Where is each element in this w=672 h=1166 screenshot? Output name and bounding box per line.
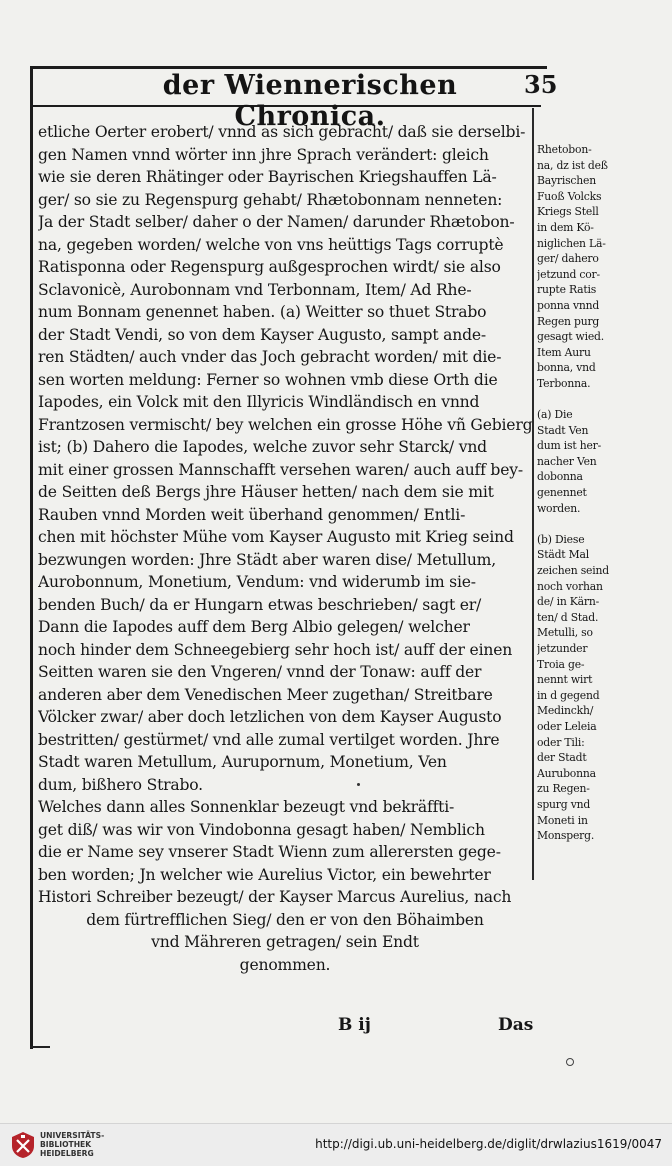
text-line: Histori Schreiber bezeugt/ der Kayser Marcus Aurelius, nach: [38, 888, 512, 906]
text-line: die er Name sey vnserer Stadt Wienn zum allerersten gege-: [38, 843, 501, 861]
margin-note-line: dobonna: [537, 470, 583, 484]
marginal-notes: [537, 142, 619, 844]
university-library-logo-icon: [10, 1131, 36, 1159]
margin-note-line: in dem Kö-: [537, 220, 594, 234]
text-line: der Stadt Vendi, so von dem Kayser Augusto, sampt ande-: [38, 325, 486, 344]
text-line: ger/ so sie zu Regenspurg gehabt/ Rhætobonnam nenneten:: [38, 190, 503, 209]
logo-line-1: UNIVERSITÄTS-: [40, 1131, 105, 1140]
text-line: vnd Mähreren getragen/ sein Endt: [151, 933, 419, 951]
margin-note-line: Fuoß Volcks: [537, 189, 602, 203]
library-logo-text: [40, 1131, 104, 1159]
margin-note-line: oder Tili:: [537, 735, 585, 749]
ink-speck: [566, 1058, 574, 1066]
margin-note-line: Bayrischen: [537, 174, 596, 188]
text-line: num Bonnam genennet haben. (a) Weitter so thuet Strabo: [38, 303, 487, 321]
logo-line-3: HEIDELBERG: [40, 1149, 94, 1159]
margin-note-line: zu Regen-: [537, 782, 590, 796]
text-line: gen Namen vnnd wörter inn jhre Sprach verändert: gleich: [38, 145, 489, 164]
text-line: etliche Oerter erobert/ vnnd as sich gebracht/ daß sie derselbi-: [38, 123, 526, 141]
text-line: Ratisponna oder Regenspurg außgesprochen wirdt/ sie also: [38, 258, 501, 276]
text-line: Welches dann alles Sonnenklar bezeugt vnd bekräffti-: [38, 798, 455, 816]
margin-note-line: Aurubonna: [537, 766, 596, 780]
page-number: 35: [524, 70, 558, 99]
margin-note-line: rupte Ratis: [537, 283, 597, 297]
margin-note-line: ponna vnnd: [537, 298, 600, 312]
text-line: Stadt waren Metullum, Aurupornum, Monetium, Ven: [38, 753, 447, 771]
margin-note-line: Städt Mal: [537, 548, 589, 562]
margin-note-line: der Stadt: [537, 751, 587, 765]
text-line: Sclavonicè, Aurobonnam vnd Terbonnam, Item/ Ad Rhe-: [38, 280, 472, 299]
text-line: Dann die Iapodes auff dem Berg Albio gelegen/ welcher: [38, 618, 470, 636]
text-line: mit einer grossen Mannschafft versehen waren/ auch auff bey-: [38, 460, 523, 479]
text-line: de Seitten deß Bergs jhre Häuser hetten/ nach dem sie mit: [38, 483, 494, 501]
margin-note-line: Item Auru: [537, 345, 591, 359]
margin-note-line: zeichen seind: [537, 564, 609, 578]
text-line: bestritten/ gestürmet/ vnd alle zumal vertilget worden. Jhre: [38, 730, 500, 749]
margin-note-line: in d gegend: [537, 688, 600, 702]
catchword: Das: [498, 1015, 534, 1035]
margin-note-line: Moneti in: [537, 813, 588, 827]
permalink-url[interactable]: http://digi.ub.uni-heidelberg.de/diglit/drwlazius1619/0047: [315, 1137, 662, 1151]
margin-note-line: Troia ge-: [537, 657, 585, 671]
margin-note-line: (a) Die: [537, 408, 573, 422]
text-line: na, gegeben worden/ welche von vns heüttigs Tags corruptè: [38, 235, 504, 254]
margin-note-line: niglichen Lä-: [537, 236, 606, 250]
margin-note-line: noch vorhan: [537, 579, 603, 593]
text-line: genommen.: [239, 955, 331, 974]
text-line: Rauben vnnd Morden weit überhand genommen/ Entli-: [38, 505, 466, 524]
text-line: ist; (b) Dahero die Iapodes, welche zuvor sehr Starck/ vnd: [38, 438, 487, 456]
text-line: anderen aber dem Venedischen Meer zugethan/ Streitbare: [38, 685, 493, 704]
margin-note-line: ten/ d Stad.: [537, 610, 599, 624]
margin-note-line: Regen purg: [537, 314, 600, 328]
margin-note-line: na, dz ist deß: [537, 158, 608, 172]
text-line: benden Buch/ da er Hungarn etwas beschrieben/ sagt er/: [38, 595, 482, 614]
text-line: noch hinder dem Schneegebierg sehr hoch ist/ auff der einen: [38, 640, 513, 659]
text-line: Völcker zwar/ aber doch letzlichen von dem Kayser Augusto: [38, 708, 502, 726]
margin-note-line: [537, 392, 619, 408]
text-line: ben worden; Jn welcher wie Aurelius Victor, ein bewehrter: [38, 865, 491, 884]
margin-note-line: spurg vnd: [537, 797, 591, 811]
margin-note-line: jetzund cor-: [537, 267, 600, 281]
margin-note-line: worden.: [537, 501, 581, 515]
text-line: Seitten waren sie den Vngeren/ vnnd der Tonaw: auff der: [38, 663, 482, 681]
text-line: dum, bißhero Strabo.: [38, 775, 203, 794]
margin-note-line: Stadt Ven: [537, 423, 589, 437]
text-line: sen worten meldung: Ferner so wohnen vmb diese Orth die: [38, 370, 498, 389]
text-line: dem fürtrefflichen Sieg/ den er von den Böhaimben: [86, 910, 484, 929]
margin-note-line: bonna, vnd: [537, 361, 596, 375]
margin-note-line: ger/ dahero: [537, 252, 599, 266]
signature-mark: B ij: [338, 1015, 371, 1035]
margin-note-line: gesagt wied.: [537, 330, 604, 344]
margin-note-line: [537, 516, 619, 532]
margin-note-line: nacher Ven: [537, 454, 597, 468]
text-line: bezwungen worden: Jhre Städt aber waren dise/ Metullum,: [38, 550, 497, 569]
running-head: der Wiennerischen Chronica.: [162, 70, 458, 132]
margin-note-line: Kriegs Stell: [537, 205, 599, 219]
text-line: ren Städten/ auch vnder das Joch gebracht worden/ mit die-: [38, 348, 502, 366]
text-line: get diß/ was wir von Vindobonna gesagt haben/ Nemblich: [38, 820, 485, 839]
margin-note-line: oder Leleia: [537, 719, 597, 733]
ink-speck: [357, 783, 360, 786]
margin-note-line: dum ist her-: [537, 439, 602, 453]
text-line: Ja der Stadt selber/ daher o der Namen/ darunder Rhætobon-: [38, 213, 515, 231]
text-line: Iapodes, ein Volck mit den Illyricis Windländisch en vnnd: [38, 393, 480, 411]
margin-note-line: Metulli, so: [537, 626, 593, 640]
margin-note-line: de/ in Kärn-: [537, 595, 600, 609]
logo-line-2: BIBLIOTHEK: [40, 1140, 92, 1150]
margin-note-line: Rhetobon-: [537, 143, 592, 156]
margin-note-line: jetzunder: [537, 642, 588, 655]
margin-column-rule: [532, 108, 534, 880]
library-footer: [0, 1123, 672, 1166]
frame-corner: [30, 1046, 50, 1048]
text-line: Aurobonnum, Monetium, Vendum: vnd widerumb im sie-: [38, 573, 476, 591]
text-line: chen mit höchster Mühe vom Kayser Augusto mit Krieg seind: [38, 528, 514, 546]
main-text-block: [38, 121, 532, 976]
margin-note-line: Medinckh/: [537, 704, 594, 718]
margin-note-line: genennet: [537, 486, 587, 500]
margin-note-line: Monsperg.: [537, 829, 595, 843]
margin-note-line: (b) Diese: [537, 532, 585, 546]
text-line: Frantzosen vermischt/ bey welchen ein grosse Höhe vñ Gebierg: [38, 415, 532, 434]
margin-note-line: Terbonna.: [537, 376, 591, 390]
text-line: wie sie deren Rhätinger oder Bayrischen Kriegshauffen Lä-: [38, 168, 497, 186]
margin-note-line: nennt wirt: [537, 673, 593, 687]
